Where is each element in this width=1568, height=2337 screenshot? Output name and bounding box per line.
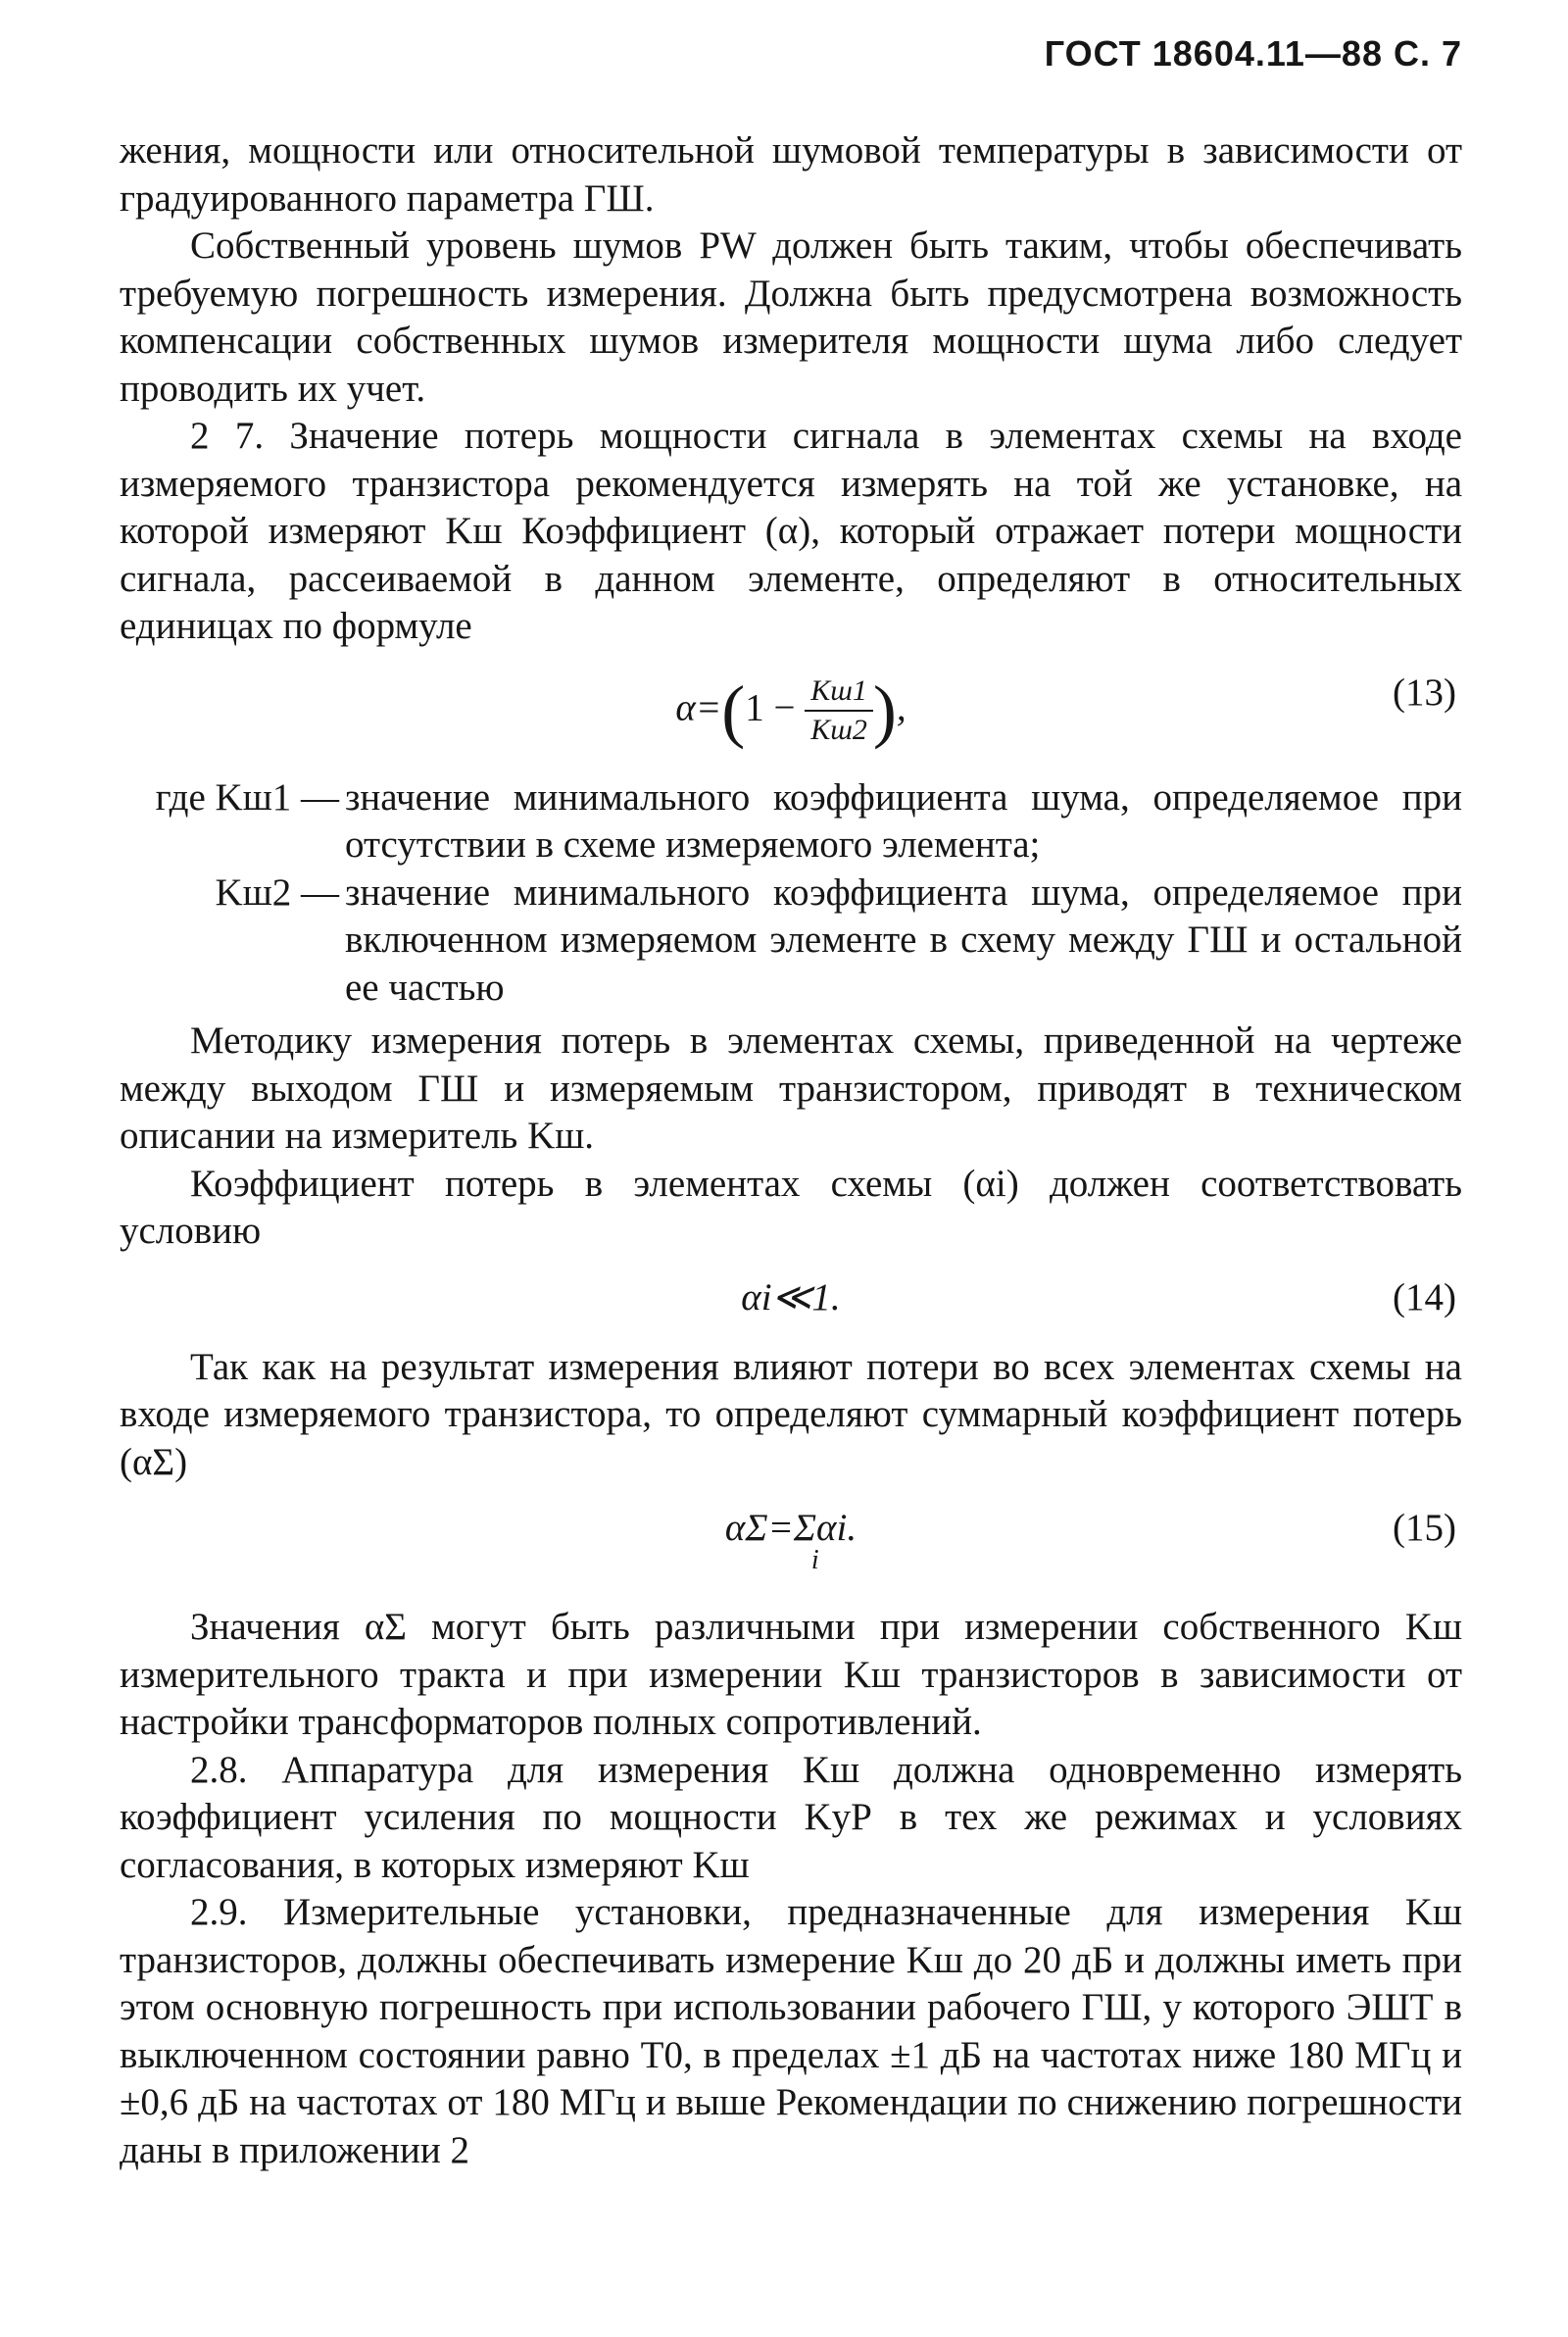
formula-15 [120, 1486, 1462, 1604]
definition-kш2 [120, 870, 1462, 1013]
document-body [120, 127, 1462, 2174]
formula-14-number: (14) [1393, 1275, 1456, 1318]
formula-13-denominator: Kш2 [810, 714, 867, 746]
paragraph-2-9: 2.9. Измерительные установки, предназначенные для измерения Kш транзисторов, должны обеспечивать измерение Kш до 20 дБ и должны иметь при этом основную погрешность при использовании рабочего ГШ, у которого ЭШТ в выключенном состоянии равно T0, в пределах ±1 дБ на частотах ниже 180 МГц и ±0,6 дБ на частотах от 180 МГц и выше Рекомендации по снижению погрешности даны в приложении 2 [120, 1891, 1462, 2171]
formula-13-number: (13) [1393, 671, 1456, 714]
paragraph-method: Методику измерения потерь в элементах схемы, приведенной на чертеже между выходом ГШ и измеряемым транзистором, приводят в техническом описании на измеритель Kш. [120, 1019, 1462, 1157]
paragraph-values: Значения αΣ могут быть различными при измерении собственного Kш измерительного тракта и при измерении Kш транзисторов в зависимости от настройки трансформаторов полных сопротивлений. [120, 1606, 1462, 1743]
paragraph-2-7: 2 7. Значение потерь мощности сигнала в элементах схемы на входе измеряемого транзистора рекомендуется измерять на той же установке, на которой измеряют Kш Коэффициент (α), который отражает потери мощности сигнала, рассеиваемой в данном элементе, определяют в относительных единицах по формуле [120, 415, 1462, 647]
formula-15-expression [120, 1506, 1462, 1575]
page-header: ГОСТ 18604.11—88 С. 7 [1044, 33, 1462, 74]
definition-kш1 [120, 774, 1462, 870]
paragraph-2-8: 2.8. Аппаратура для измерения Kш должна одновременно измерять коэффициент усиления по мощности KуР в тех же режимах и условиях согласования, в которых измеряют Kш [120, 1748, 1462, 1886]
paragraph-noise-level: Собственный уровень шумов PW должен быть таким, чтобы обеспечивать требуемую погрешность измерения. Должна быть предусмотрена возможность компенсации собственных шумов измерителя мощности шума либо следует проводить их учет. [120, 224, 1462, 410]
formula-13-numerator: Kш1 [805, 672, 873, 712]
formula-13 [120, 651, 1462, 769]
formula-14 [120, 1256, 1462, 1344]
paragraph-loss-coefficient: Коэффициент потерь в элементах схемы (αi) должен соответствовать условию [120, 1162, 1462, 1252]
paragraph-continuation: жения, мощности или относительной шумовой температуры в зависимости от градуированного параметра ГШ. [120, 129, 1462, 220]
formula-15-body: αΣ=Σαi. [724, 1507, 858, 1549]
definitions-list [120, 774, 1462, 1013]
formula-15-index: i [810, 1545, 819, 1575]
formula-13-fraction [805, 672, 873, 749]
definition-symbol: Kш2 — [215, 870, 339, 914]
definition-text: значение минимального коэффициента шума, определяемое при включенном измеряемом элементе в схему между ГШ и остальной ее частью [345, 870, 1462, 1009]
formula-13-lhs: α= [675, 685, 722, 728]
formula-15-number: (15) [1393, 1507, 1456, 1549]
formula-13-one: 1 − [745, 685, 796, 728]
formula-13-expression: α=(1 − $\frac{Kш1}{Kш2}$ ), [675, 671, 906, 750]
paragraph-total-loss: Так как на результат измерения влияют потери во всех элементах схемы на входе измеряемого транзистора, то определяют суммарный коэффициент потерь (αΣ) [120, 1345, 1462, 1483]
formula-14-expression: αi≪1. [741, 1275, 841, 1318]
definition-symbol: где Kш1 — [155, 775, 339, 819]
formula-13-tail: , [896, 685, 906, 728]
definition-text: значение минимального коэффициента шума, определяемое при отсутствии в схеме измеряемого элемента; [345, 775, 1462, 866]
